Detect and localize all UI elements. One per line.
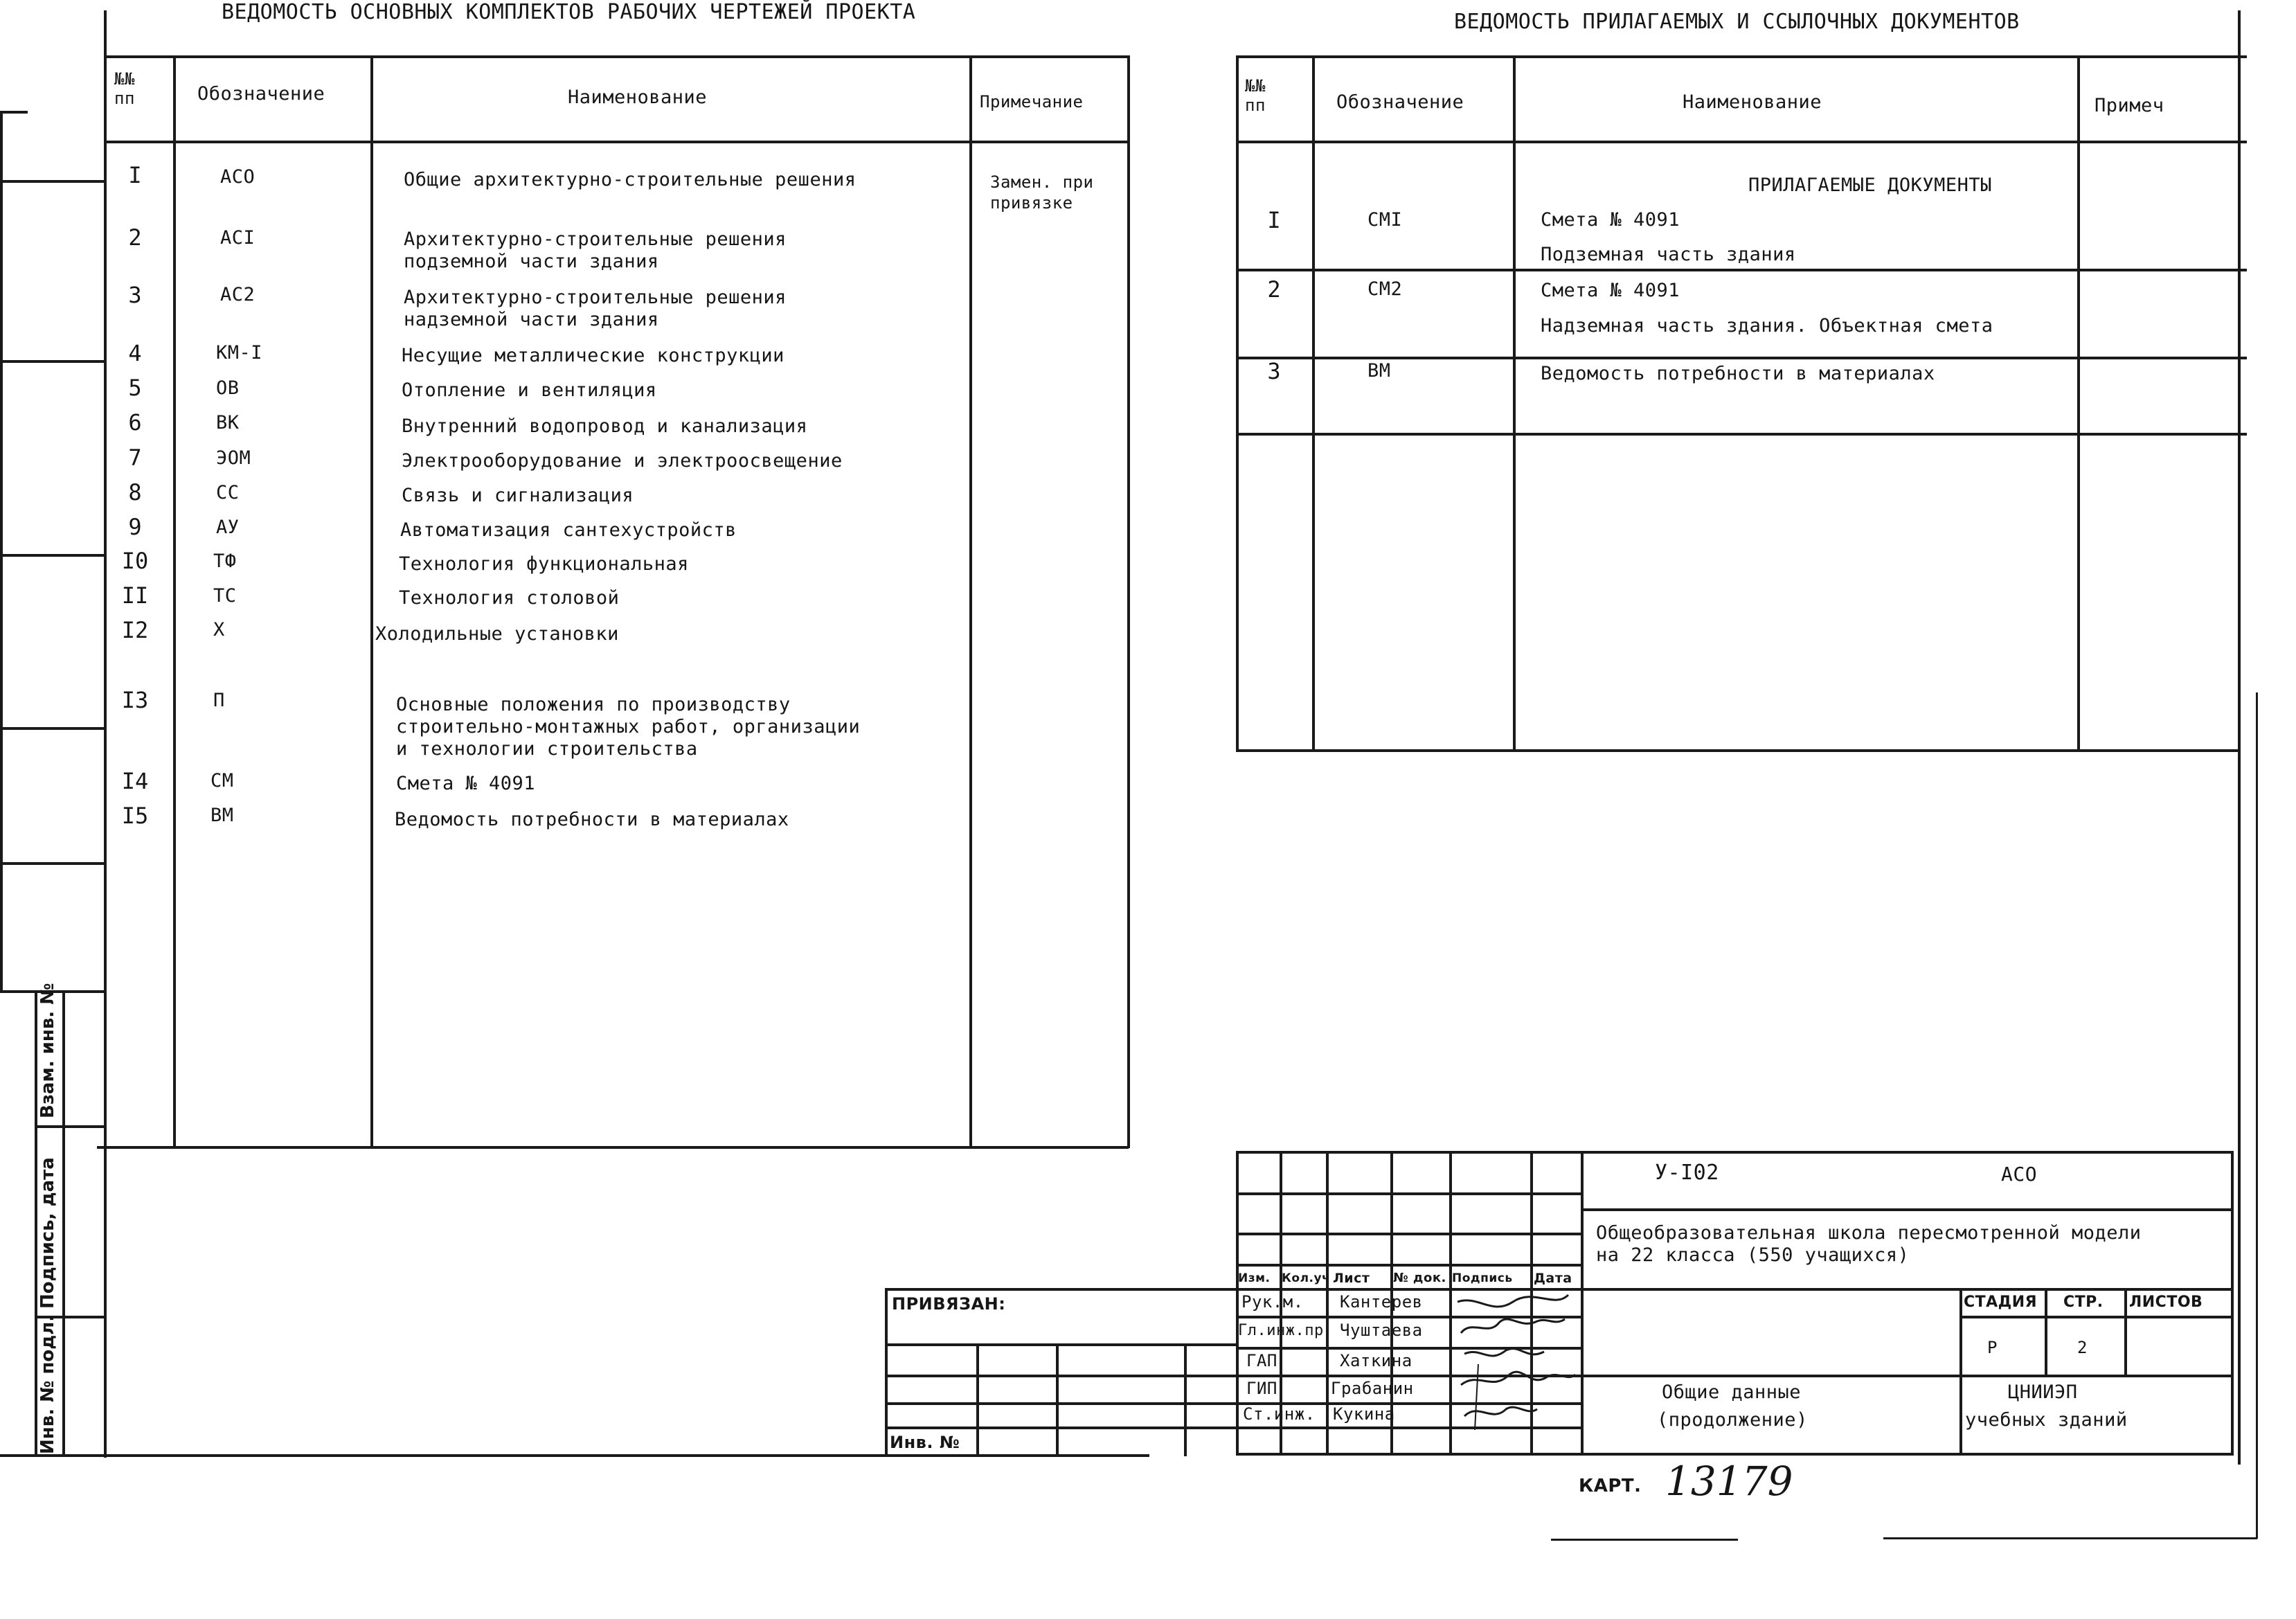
- row-code: П: [213, 690, 225, 711]
- row-name-line1: Смета № 4091: [1541, 209, 1680, 231]
- row-name: Связь и сигнализация: [402, 485, 634, 506]
- header-designation: Обозначение: [197, 83, 325, 105]
- tb-right-col: [1959, 1288, 1962, 1454]
- col-sep-code: [1513, 55, 1516, 751]
- org-line1: ЦНИИЭП: [2008, 1381, 2078, 1403]
- staff-role: Ст.инж.: [1243, 1404, 1316, 1424]
- row-num: 4: [128, 340, 142, 366]
- binding-left-line: [885, 1288, 888, 1456]
- row-code: ВМ: [210, 805, 234, 826]
- row-name: Технология столовой: [399, 587, 620, 609]
- row-num: 2: [1267, 276, 1281, 303]
- tb-right-line: [1581, 1208, 2232, 1211]
- col-sep-right: [1127, 55, 1130, 1148]
- binding-col-line: [1056, 1343, 1059, 1456]
- col-sep-name: [2077, 55, 2080, 751]
- binding-col-line: [1184, 1343, 1187, 1456]
- row-name: Электрооборудование и электроосвещение: [402, 450, 843, 472]
- staff-name: Хаткина: [1340, 1351, 1412, 1370]
- tb-grid-line: [1236, 1375, 2233, 1377]
- col-sep-left: [1236, 55, 1239, 751]
- row-code: СМ2: [1367, 278, 1403, 300]
- tb-right-col: [2124, 1288, 2127, 1375]
- row-name: Смета № 4091: [396, 773, 536, 794]
- stage-label: СТАДИЯ: [1964, 1294, 2038, 1311]
- row-code: ЭОМ: [216, 447, 251, 469]
- stamp-row-line: [35, 1125, 104, 1128]
- signatures-graphic: [1451, 1288, 1582, 1444]
- row-num: I5: [121, 803, 149, 829]
- header-note: Примеч: [2095, 95, 2164, 116]
- margin-tick: [0, 180, 104, 183]
- frame-right-line: [2238, 10, 2241, 1465]
- staff-role: Рук.м.: [1241, 1292, 1304, 1312]
- row-name-line2: Подземная часть здания: [1541, 244, 1796, 265]
- tb-right-line: [1959, 1316, 2231, 1318]
- staff-role: ГАП: [1246, 1351, 1277, 1370]
- row-name: Ведомость потребности в материалах: [395, 809, 789, 830]
- row-line: [1236, 269, 2247, 271]
- sheet-label: СТР.: [2063, 1294, 2104, 1311]
- row-num: I4: [121, 768, 149, 794]
- staff-role: ГИП: [1246, 1379, 1277, 1398]
- row-name: Архитектурно-строительные решения подземной части здания: [404, 229, 787, 272]
- row-code: ОВ: [216, 377, 240, 399]
- row-num: 3: [1267, 358, 1281, 384]
- margin-tick: [0, 111, 28, 114]
- row-num: II: [121, 582, 149, 609]
- row-name: Общие архитектурно-строительные решения: [404, 169, 856, 190]
- row-num: 9: [128, 514, 142, 540]
- note-replace-on-binding: Замен. при привязке: [990, 172, 1094, 213]
- outer-right-line: [2256, 692, 2258, 1539]
- header-name: Наименование: [1683, 91, 1822, 113]
- row-code: СС: [216, 482, 240, 503]
- stamp-inv-original: Инв. № подл.: [37, 1314, 58, 1454]
- right-sheet-title: ВЕДОМОСТЬ ПРИЛАГАЕМЫХ И ССЫЛОЧНЫХ ДОКУМЕНТОВ: [1454, 10, 2020, 34]
- tb-top-line: [1236, 1151, 2233, 1154]
- row-code: СМ: [210, 770, 234, 791]
- margin-line: [0, 111, 3, 990]
- staff-name: Кантерев: [1340, 1292, 1423, 1312]
- row-code: АСО: [220, 166, 255, 188]
- project-code: У-I02: [1655, 1161, 1719, 1185]
- col-sep-num: [1312, 55, 1315, 751]
- tb-col-list: Лист: [1333, 1271, 1370, 1286]
- row-num: I2: [121, 617, 149, 643]
- row-code: ТС: [213, 585, 237, 607]
- margin-tick: [0, 554, 104, 557]
- row-code: СМI: [1367, 209, 1403, 231]
- kart-number: 13179: [1665, 1458, 1793, 1505]
- row-code: ВМ: [1367, 360, 1391, 382]
- row-num: I0: [121, 548, 149, 574]
- tb-col-doc: № док.: [1393, 1271, 1446, 1285]
- row-name: Отопление и вентиляция: [402, 379, 657, 401]
- project-name-line1: Общеобразовательная школа пересмотренной модели: [1596, 1222, 2142, 1244]
- col-sep-name: [969, 55, 972, 1148]
- header-designation: Обозначение: [1336, 91, 1464, 113]
- row-name-line1: Ведомость потребности в материалах: [1541, 363, 1935, 384]
- row-name: Основные положения по производству строительно-монтажных работ, организации и технологии строительства: [396, 694, 861, 760]
- row-line: [1236, 357, 2247, 359]
- stage-value: Р: [1987, 1338, 1998, 1357]
- project-name-line2: на 22 класса (550 учащихся): [1596, 1244, 1910, 1266]
- org-line2: учебных зданий: [1965, 1409, 2128, 1431]
- staff-role: Гл.инж.пр: [1238, 1322, 1324, 1339]
- staff-name: Грабанин: [1331, 1379, 1414, 1398]
- row-name: Холодильные установки: [375, 623, 619, 645]
- tb-left-line: [1236, 1151, 1239, 1456]
- stamp-replace-inv: Взам. инв. №: [37, 983, 58, 1118]
- staff-name: Чуштаева: [1340, 1321, 1423, 1340]
- header-num: №№ пп: [114, 69, 135, 108]
- row-name-line1: Смета № 4091: [1541, 280, 1680, 301]
- header-bottom-line: [104, 141, 1129, 143]
- sheets-label: ЛИСТОВ: [2129, 1294, 2203, 1311]
- col-sep-num: [173, 55, 176, 1148]
- row-code: КМ-I: [216, 342, 263, 364]
- table-top-line: [104, 55, 1129, 58]
- header-name: Наименование: [568, 87, 708, 108]
- footer-line: [1883, 1537, 2257, 1539]
- row-name: Внутренний водопровод и канализация: [402, 415, 808, 437]
- tb-col-izm: Изм.: [1238, 1271, 1271, 1285]
- staff-name: Кукина: [1333, 1404, 1395, 1424]
- col-sep-code: [370, 55, 373, 1148]
- tb-col-kol: Кол.уч: [1282, 1271, 1331, 1285]
- row-num: 6: [128, 409, 142, 436]
- row-name: Архитектурно-строительные решения надземной части здания: [404, 287, 787, 330]
- row-num: I: [1267, 207, 1281, 233]
- left-sheet-title: ВЕДОМОСТЬ ОСНОВНЫХ КОМПЛЕКТОВ РАБОЧИХ ЧЕРТЕЖЕЙ ПРОЕКТА: [222, 0, 916, 24]
- footer-line: [1551, 1539, 1738, 1541]
- general-data-line1: Общие данные: [1662, 1381, 1802, 1403]
- stamp-signature-date: Подпись, дата: [37, 1157, 58, 1309]
- tb-grid-col: [1326, 1151, 1329, 1456]
- binding-label: ПРИВЯЗАН:: [892, 1294, 1006, 1314]
- tb-right-line: [2231, 1151, 2234, 1456]
- tb-col-date: Дата: [1534, 1271, 1572, 1286]
- row-code: ТФ: [213, 551, 237, 572]
- tb-bottom-line: [1236, 1453, 2233, 1456]
- row-num: 5: [128, 375, 142, 401]
- tb-right-col: [2045, 1288, 2047, 1375]
- row-name: Несущие металлические конструкции: [402, 345, 784, 366]
- row-code: АУ: [216, 517, 240, 538]
- row-code: Х: [213, 619, 225, 641]
- kart-label: КАРТ.: [1579, 1476, 1642, 1496]
- section-title: ПРИЛАГАЕМЫЕ ДОКУМЕНТЫ: [1748, 175, 1992, 196]
- row-num: 7: [128, 445, 142, 471]
- table-top-line: [1236, 55, 2247, 58]
- row-line: [1236, 433, 2247, 436]
- stamp-col-line: [62, 990, 65, 1454]
- row-name: Технология функциональная: [399, 553, 689, 575]
- row-num: I: [128, 162, 142, 188]
- table-bottom-line: [97, 1146, 1129, 1149]
- binding-inv-label: Инв. №: [890, 1433, 960, 1452]
- row-code: АСI: [220, 227, 255, 249]
- row-code: ВК: [216, 412, 240, 433]
- row-code: АС2: [220, 284, 255, 305]
- doc-code: АСО: [2001, 1163, 2038, 1186]
- binding-col-line: [976, 1343, 979, 1456]
- row-num: 3: [128, 282, 142, 308]
- margin-tick: [0, 727, 104, 730]
- row-name: Автоматизация сантехустройств: [400, 519, 737, 541]
- header-note: Примечание: [980, 92, 1084, 111]
- general-data-line2: (продолжение): [1657, 1409, 1808, 1431]
- row-name-line2: Надземная часть здания. Объектная смета: [1541, 315, 1993, 337]
- row-num: I3: [121, 687, 149, 713]
- margin-tick: [0, 360, 104, 363]
- tb-col-sign: Подпись: [1452, 1271, 1513, 1285]
- table-bottom-line: [1236, 749, 2240, 752]
- sheet-value: 2: [2077, 1338, 2088, 1357]
- header-bottom-line: [1236, 141, 2247, 143]
- binding-top-line: [885, 1288, 1238, 1291]
- row-num: 2: [128, 224, 142, 251]
- row-num: 8: [128, 479, 142, 506]
- header-num: №№ пп: [1245, 76, 1266, 115]
- tb-grid-line: [1236, 1288, 2233, 1291]
- margin-tick: [0, 862, 104, 865]
